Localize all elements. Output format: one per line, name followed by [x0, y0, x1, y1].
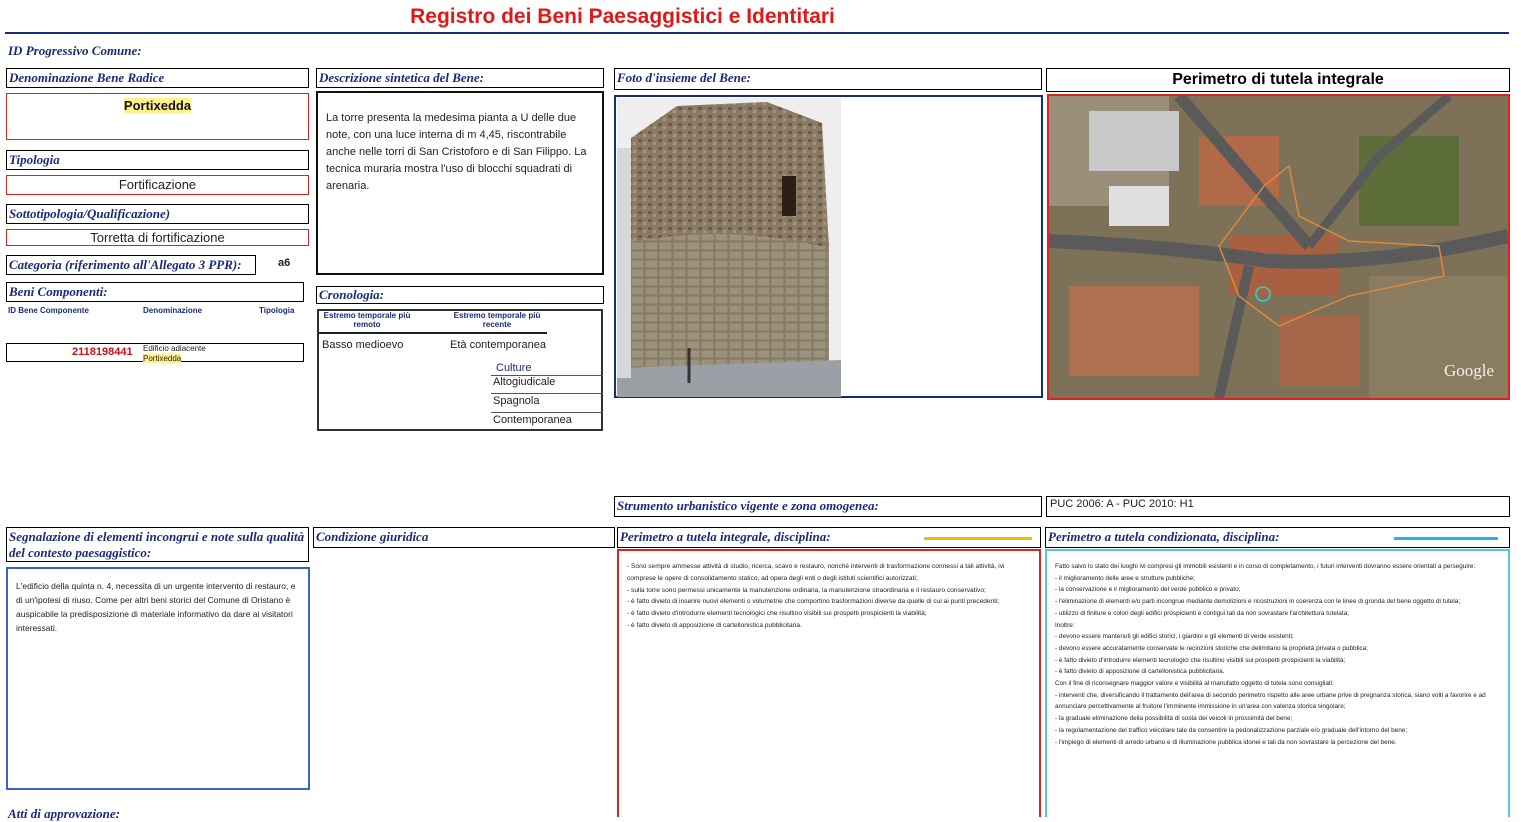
componente-id: 2118198441 — [72, 346, 133, 358]
condizionata-line: - il miglioramento delle aree e strutture pubbliche; — [1055, 574, 1195, 582]
cronologia-col2-header: Estremo temporale più recente — [453, 311, 541, 329]
componenti-header-denominazione: Denominazione — [143, 306, 203, 315]
condizionata-line: - la graduale eliminazione della possibilità di sosta dei veicoli in prossimità del bene; — [1055, 715, 1293, 723]
id-progressivo-label: ID Progressivo Comune: — [8, 43, 142, 58]
condizionata-line: - è fatto divieto di apposizione di cartellonistica pubblicitaria. — [1055, 668, 1225, 676]
componente-denominazione: Edificio adiacente — [143, 344, 206, 353]
atti-label: Atti di approvazione: — [8, 806, 120, 821]
condizionata-line: - utilizzo di finiture e colori degli edifici prospicienti e contigui tali da non sovrastare l'architettura tutelata; — [1055, 609, 1349, 617]
title-rule — [5, 32, 1509, 34]
condizionata-line: - l'impiego di elementi di arredo urbano e di illuminazione pubblica idonei e tali da non sovrastare la percezione del bene. — [1055, 738, 1397, 746]
segnalazione-text: L'edificio della quinta n. 4, necessita di un urgente intervento di restauro, e di un'ipotesi di riuso. Come per altri beni storici del Comune di Oristano è auspicabile la predisposizione di materiale informativo da dare ai visitatori interessati. — [16, 581, 296, 633]
cronologia-box — [317, 309, 603, 431]
tipologia-label: Tipologia — [6, 150, 309, 170]
culture-item: Altogiudicale — [491, 376, 603, 394]
denominazione-value: Portixedda — [123, 98, 192, 113]
cronologia-col1-header: Estremo temporale più remoto — [323, 311, 411, 329]
map-frame — [1047, 94, 1510, 400]
componente-tipologia: Portixedda — [143, 354, 182, 363]
cronologia-recente: Età contemporanea — [450, 339, 547, 351]
culture-item: Contemporanea — [493, 414, 572, 426]
componenti-row — [6, 343, 304, 362]
integrale-line: - Sono sempre ammesse attività di studio, ricerca, scavo e restauro, nonché interventi di trasformazione connessi a tali attività, ivi comprese le opere di consolidamento statico, ad opera degli enti o degli istituti scientifici autorizzati; — [627, 563, 1005, 582]
condizionata-box — [1045, 549, 1510, 817]
integrale-line: - sulla torre sono permessi unicamente la manutenzione ordinaria, la manutenzione straordinaria e il restauro conservativo; — [627, 586, 986, 594]
cronologia-remoto: Basso medioevo — [322, 339, 404, 351]
tipologia-value: Fortificazione — [6, 175, 309, 195]
condizionata-text — [1055, 561, 1500, 748]
integrale-header — [617, 527, 1041, 548]
descrizione-label: Descrizione sintetica del Bene: — [316, 68, 604, 88]
componenti-header-tipologia: Tipologia — [259, 306, 295, 315]
sottotipologia-label: Sottotipologia/Qualificazione) — [6, 204, 309, 224]
categoria-label: Categoria (riferimento all'Allegato 3 PPR): — [6, 255, 256, 275]
condizionata-accent-line — [1394, 537, 1498, 540]
integrale-label: Perimetro a tutela integrale, disciplina: — [620, 529, 831, 544]
segnalazione-box — [6, 567, 310, 790]
condizionata-line: - l'eliminazione di elementi e/o parti incongrue mediante demolizioni e ricostruzioni in coerenza con le linee di gronda del bene oggetto di tutela; — [1055, 598, 1461, 606]
segnalazione-label: Segnalazione di elementi incongrui e note sulla qualità del contesto paesaggistico: — [6, 527, 309, 562]
tower-photo — [617, 98, 841, 397]
beni-componenti-label: Beni Componenti: — [6, 282, 304, 302]
culture-label: Culture — [496, 362, 532, 374]
integrale-text — [627, 561, 1031, 632]
condizionata-label: Perimetro a tutela condizionata, disciplina: — [1048, 529, 1280, 544]
condizionata-line: - la regolamentazione del traffico veicolare tale da consentire la pedonalizzazione parziale e/o graduale dell'intorno del bene; — [1055, 726, 1408, 734]
perimetro-title: Perimetro di tutela integrale — [1046, 68, 1510, 92]
map-credit: Google — [1444, 361, 1495, 380]
condizione-label: Condizione giuridica — [313, 527, 615, 548]
condizionata-line: - devono essere accuratamente conservate le recinzioni storiche che delimitano la proprietà privata o pubblica; — [1055, 644, 1368, 652]
culture-item: Spagnola — [491, 395, 603, 413]
sottotipologia-value: Torretta di fortificazione — [6, 229, 309, 246]
condizionata-line: Fatto salvo lo stato dei luoghi ivi compresi gli immobili esistenti e in corso di completamento, i futuri interventi dovranno essere orientati a perseguire: — [1055, 563, 1476, 570]
foto-frame — [614, 95, 1043, 398]
cronologia-label: Cronologia: — [316, 286, 604, 304]
integrale-line: - è fatto divieto di inserire nuovi elementi o volumetrie che comportino trasformazioni diverse da quelle di cui ai punti precedenti; — [627, 598, 1000, 606]
integrale-box — [617, 549, 1041, 817]
denominazione-label: Denominazione Bene Radice — [6, 68, 309, 88]
condizionata-line: Inoltre: — [1055, 621, 1075, 629]
componenti-header-id: ID Bene Componente — [8, 306, 89, 315]
foto-label: Foto d'insieme del Bene: — [614, 68, 1042, 90]
cronologia-header-rule — [319, 332, 547, 334]
condizionata-line: - interventi che, diversificando il trattamento dell'area di secondo perimetro rispetto alle aree urbane prive di pregnanza storica, siano volti a favorire e ad annunciare percettivamente al fruitore l'imminente immissione in un'area con valenza storica singolare; — [1055, 691, 1486, 711]
condizionata-header — [1045, 527, 1510, 548]
integrale-accent-line — [924, 537, 1032, 540]
condizionata-line: - è fatto divieto d'introdurre elementi tecnologici che risultino visibili sui prospetti prospicienti la viabilità; — [1055, 656, 1346, 664]
aerial-map — [1049, 96, 1508, 398]
strumento-label: Strumento urbanistico vigente e zona omogenea: — [614, 496, 1042, 517]
condizionata-line: - devono essere mantenuti gli edifici storici, i giardini e gli elementi di verde esistenti; — [1055, 633, 1294, 641]
categoria-value: a6 — [278, 257, 291, 269]
page-title: Registro dei Beni Paesaggistici e Identitari — [410, 5, 835, 28]
descrizione-box — [316, 91, 604, 275]
condizionata-line: - la conservazione e il miglioramento del verde pubblico e privato; — [1055, 586, 1241, 594]
descrizione-text: La torre presenta la medesima pianta a U delle due note, con una luce interna di m 4,45, riscontrabile anche nelle torri di San Cristoforo e di San Filippo. La tecnica muraria mostra l'uso di blocchi squadrati di arenaria. — [326, 112, 587, 192]
denominazione-box — [6, 93, 309, 140]
integrale-line: - è fatto divieto d'introdurre elementi tecnologici che risultino visibili sui prospetti prospicienti la viabilità; — [627, 610, 927, 618]
integrale-line: - è fatto divieto di apposizione di cartellonistica pubblicitaria. — [627, 621, 802, 629]
condizionata-line: Con il fine di riconsegnare maggior valore e visibilità al manufatto oggetto di tutela sono consigliati: — [1055, 680, 1334, 688]
strumento-value: PUC 2006: A - PUC 2010: H1 — [1046, 496, 1510, 517]
